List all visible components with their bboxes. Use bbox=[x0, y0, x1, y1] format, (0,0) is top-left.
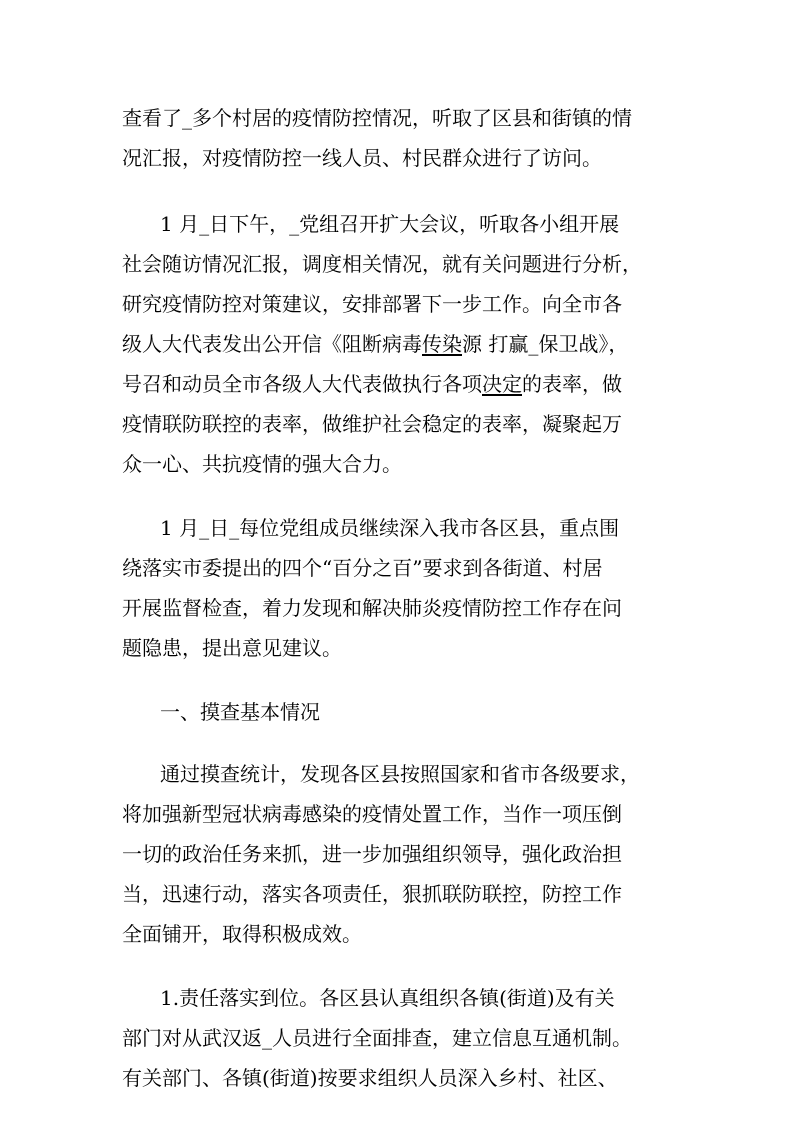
text-line: 题隐患，提出意见建议。 bbox=[122, 636, 342, 660]
underlined-text: 传染 bbox=[422, 332, 462, 356]
text-line: 众一心、共抗疫情的强大合力。 bbox=[122, 452, 402, 476]
text-line: 一切的政治任务来抓，进一步加强组织领导，强化政治担 bbox=[122, 842, 622, 866]
text-segment: 源 打赢_保卫战》， bbox=[462, 332, 629, 356]
text-line: 1 月_日下午，_党组召开扩大会议，听取各小组开展 bbox=[160, 212, 620, 236]
text-segment: 号召和动员全市各级人大代表做执行各项 bbox=[122, 372, 482, 396]
underlined-text: 决定 bbox=[482, 372, 522, 396]
text-line: 研究疫情防控对策建议，安排部署下一步工作。向全市各 bbox=[122, 292, 622, 316]
text-line: 有关部门、各镇(街道)按要求组织人员深入乡村、社区、 bbox=[122, 1066, 618, 1090]
text-line: 1.责任落实到位。各区县认真组织各镇(街道)及有关 bbox=[160, 986, 615, 1010]
text-line: 当，迅速行动，落实各项责任，狠抓联防联控，防控工作 bbox=[122, 882, 622, 906]
text-line: 疫情联防联控的表率，做维护社会稳定的表率，凝聚起万 bbox=[122, 412, 622, 436]
text-segment: 的表率，做 bbox=[522, 372, 622, 396]
section-heading: 一、摸查基本情况 bbox=[160, 700, 320, 724]
text-line: 绕落实市委提出的四个“百分之百”要求到各街道、村居 bbox=[122, 556, 603, 580]
text-line: 通过摸查统计，发现各区县按照国家和省市各级要求， bbox=[160, 762, 640, 786]
text-line bbox=[122, 332, 628, 356]
text-line: 部门对从武汉返_人员进行全面排查，建立信息互通机制。 bbox=[122, 1026, 632, 1050]
text-segment: 级人大代表发出公开信《阻断病毒 bbox=[122, 332, 422, 356]
text-line bbox=[122, 372, 622, 396]
text-line: 将加强新型冠状病毒感染的疫情处置工作，当作一项压倒 bbox=[122, 802, 622, 826]
text-line: 况汇报，对疫情防控一线人员、村民群众进行了访问。 bbox=[122, 146, 602, 170]
text-line: 1 月_日_每位党组成员继续深入我市各区县，重点围 bbox=[160, 516, 620, 540]
text-line: 全面铺开，取得积极成效。 bbox=[122, 922, 362, 946]
text-line: 开展监督检查，着力发现和解决肺炎疫情防控工作存在问 bbox=[122, 596, 622, 620]
text-line: 社会随访情况汇报，调度相关情况，就有关问题进行分析， bbox=[122, 252, 642, 276]
text-line: 查看了_多个村居的疫情防控情况，听取了区县和街镇的情 bbox=[122, 106, 632, 130]
